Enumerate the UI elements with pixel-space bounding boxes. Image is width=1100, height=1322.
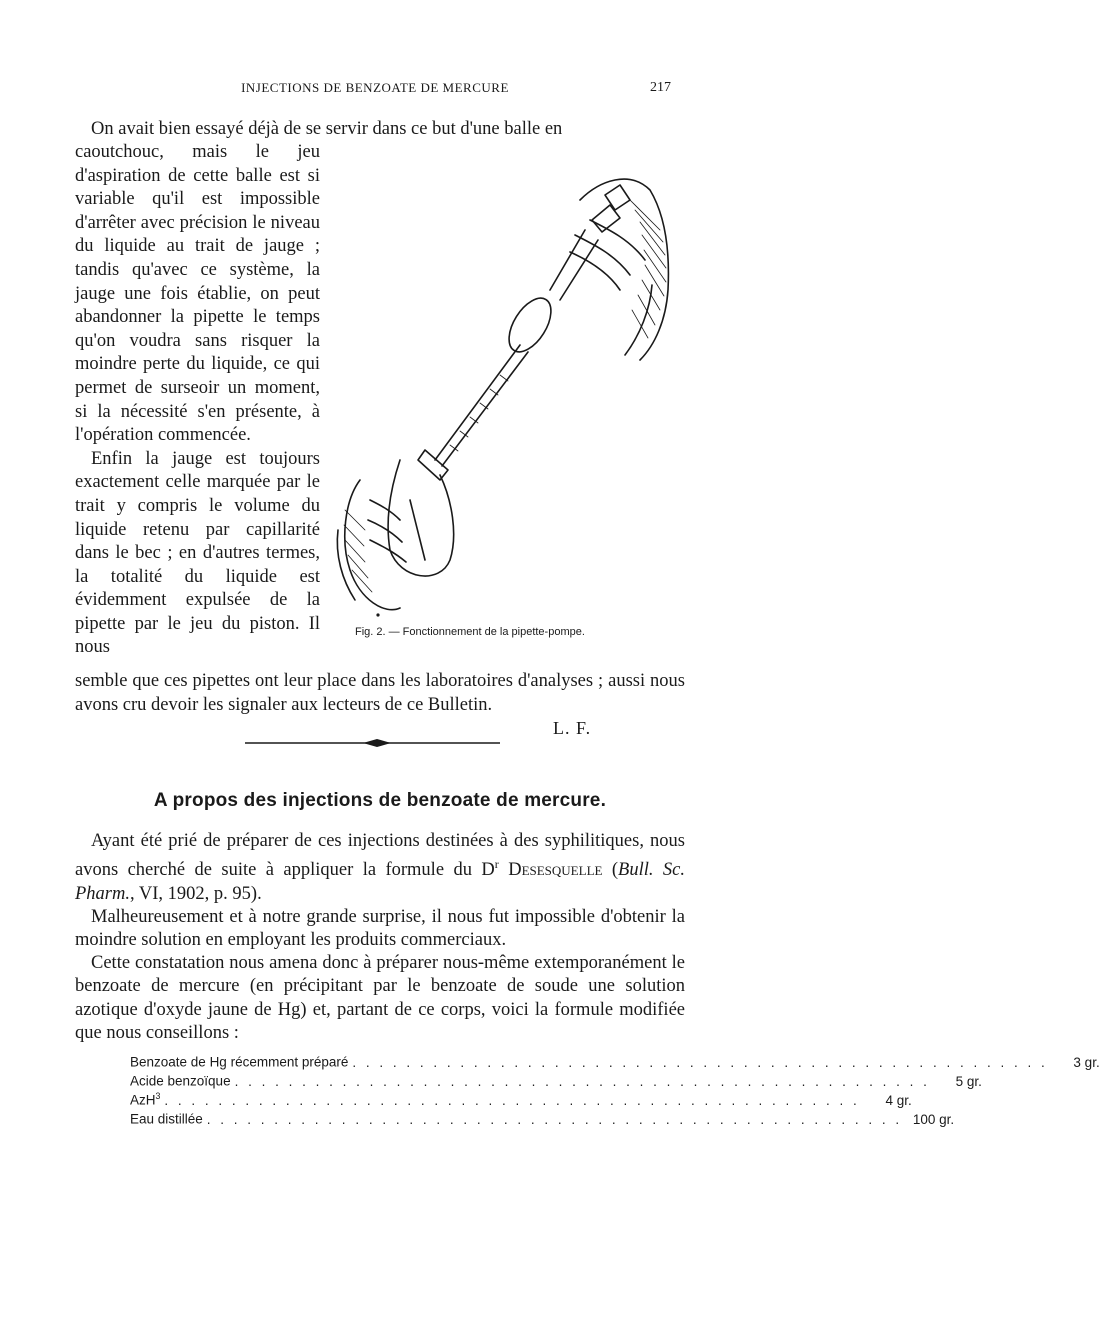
- leader-dots: . . . . . . . . . . . . . . . . . . . . . . . . . . . . . . . . . . . . . . . . . . . . . . . . . . . .: [206, 1111, 903, 1127]
- superscript: r: [494, 857, 499, 872]
- section-title: A propos des injections de benzoate de mercure.: [153, 790, 607, 811]
- paragraph: [75, 830, 685, 906]
- text-run: , VI, 1902, p. 95).: [130, 883, 262, 904]
- ingredient-label: Acide benzoïque: [130, 1073, 231, 1089]
- ingredient-quantity: 3 gr.: [1073, 1054, 1100, 1070]
- signature: L. F.: [553, 718, 592, 738]
- paragraph: Enfin la jauge est toujours exactement celle marquée par le trait y compris le volume du liquide retenu par capillarité dans le bec ; en d'autres termes, la totalité du liquide est évidemment expulsée de la pipette par le jeu du piston. Il nous: [75, 448, 320, 658]
- paragraph-tail: semble que ces pipettes ont leur place dans les laboratoires d'analyses ; aussi nous avons cru devoir les signaler aux lecteurs de ce Bulletin.: [75, 671, 685, 715]
- ingredient-label: AzH: [130, 1092, 156, 1108]
- ingredient-quantity: 5 gr.: [955, 1073, 982, 1089]
- formula-row: [130, 1053, 1100, 1072]
- ingredient-quantity: 100 gr.: [912, 1111, 955, 1127]
- superscript: 3: [155, 1091, 161, 1101]
- leader-dots: . . . . . . . . . . . . . . . . . . . . . . . . . . . . . . . . . . . . . . . . . . . . . . . . . . . .: [164, 1092, 860, 1108]
- ingredient-quantity: 4 gr.: [885, 1092, 912, 1108]
- ingredient-label: Eau distillée: [130, 1111, 203, 1127]
- formula-row: [130, 1091, 912, 1110]
- ingredient-label: Benzoate de Hg récemment préparé: [130, 1054, 349, 1070]
- paragraph: caoutchouc, mais le jeu d'aspiration de cette balle est si variable qu'il est impossible d'arrêter avec précision le niveau du liquide au trait de jauge ; tandis qu'avec ce système, la jauge une fois établie, on peut abandonner la pipette le temps qu'on voudra sans risquer la moindre perte du liquide, ce qui permet de surseoir un moment, si la nécessité s'en présente, à l'opération commencée.: [75, 142, 320, 446]
- leader-dots: . . . . . . . . . . . . . . . . . . . . . . . . . . . . . . . . . . . . . . . . . . . . . . . . . . . .: [352, 1054, 1048, 1070]
- paragraph: Cette constatation nous amena donc à préparer nous-même extemporanément le benzoate de mercure (en précipitant par le benzoate de soude une solution azotique d'oxyde jaune de Hg) et, partant de ce corps, voici la formule modifiée que nous conseillons :: [75, 953, 685, 1043]
- ingredient-name: [130, 1072, 231, 1089]
- wrapped-text-column: [75, 141, 320, 660]
- figure-caption: Fig. 2. — Fonctionnement de la pipette-pompe.: [355, 626, 585, 638]
- pipette-figure-icon: [330, 160, 690, 620]
- ornamental-rule-icon: [245, 737, 500, 749]
- running-title: INJECTIONS DE BENZOATE DE MERCURE: [241, 80, 509, 95]
- leader-dots: . . . . . . . . . . . . . . . . . . . . . . . . . . . . . . . . . . . . . . . . . . . . . . . . . . . .: [234, 1073, 930, 1089]
- paragraph: Malheureusement et à notre grande surprise, il nous fut impossible d'obtenir la moindre solution en employant les produits commerciaux.: [75, 906, 685, 950]
- formula-row: [130, 1072, 982, 1091]
- ingredient-name: [130, 1110, 203, 1127]
- ingredient-name: [130, 1091, 160, 1108]
- text-run: Ayant été prié de préparer de ces injections destinées à des syphilitiques, nous avons cherché de suite à appliquer la formule du D: [75, 831, 685, 881]
- ingredient-name: [130, 1053, 348, 1070]
- formula-row: [130, 1110, 955, 1129]
- formula-table: [130, 1053, 1100, 1129]
- text-run: (: [602, 860, 619, 881]
- first-line: On avait bien essayé déjà de se servir dans ce but d'une balle en: [91, 119, 563, 139]
- citation-reference: Bull. Sc. Pharm.: [75, 860, 686, 904]
- page-number: 217: [650, 80, 671, 95]
- author-name: Desesquelle: [508, 860, 603, 881]
- section-body: [75, 830, 685, 1045]
